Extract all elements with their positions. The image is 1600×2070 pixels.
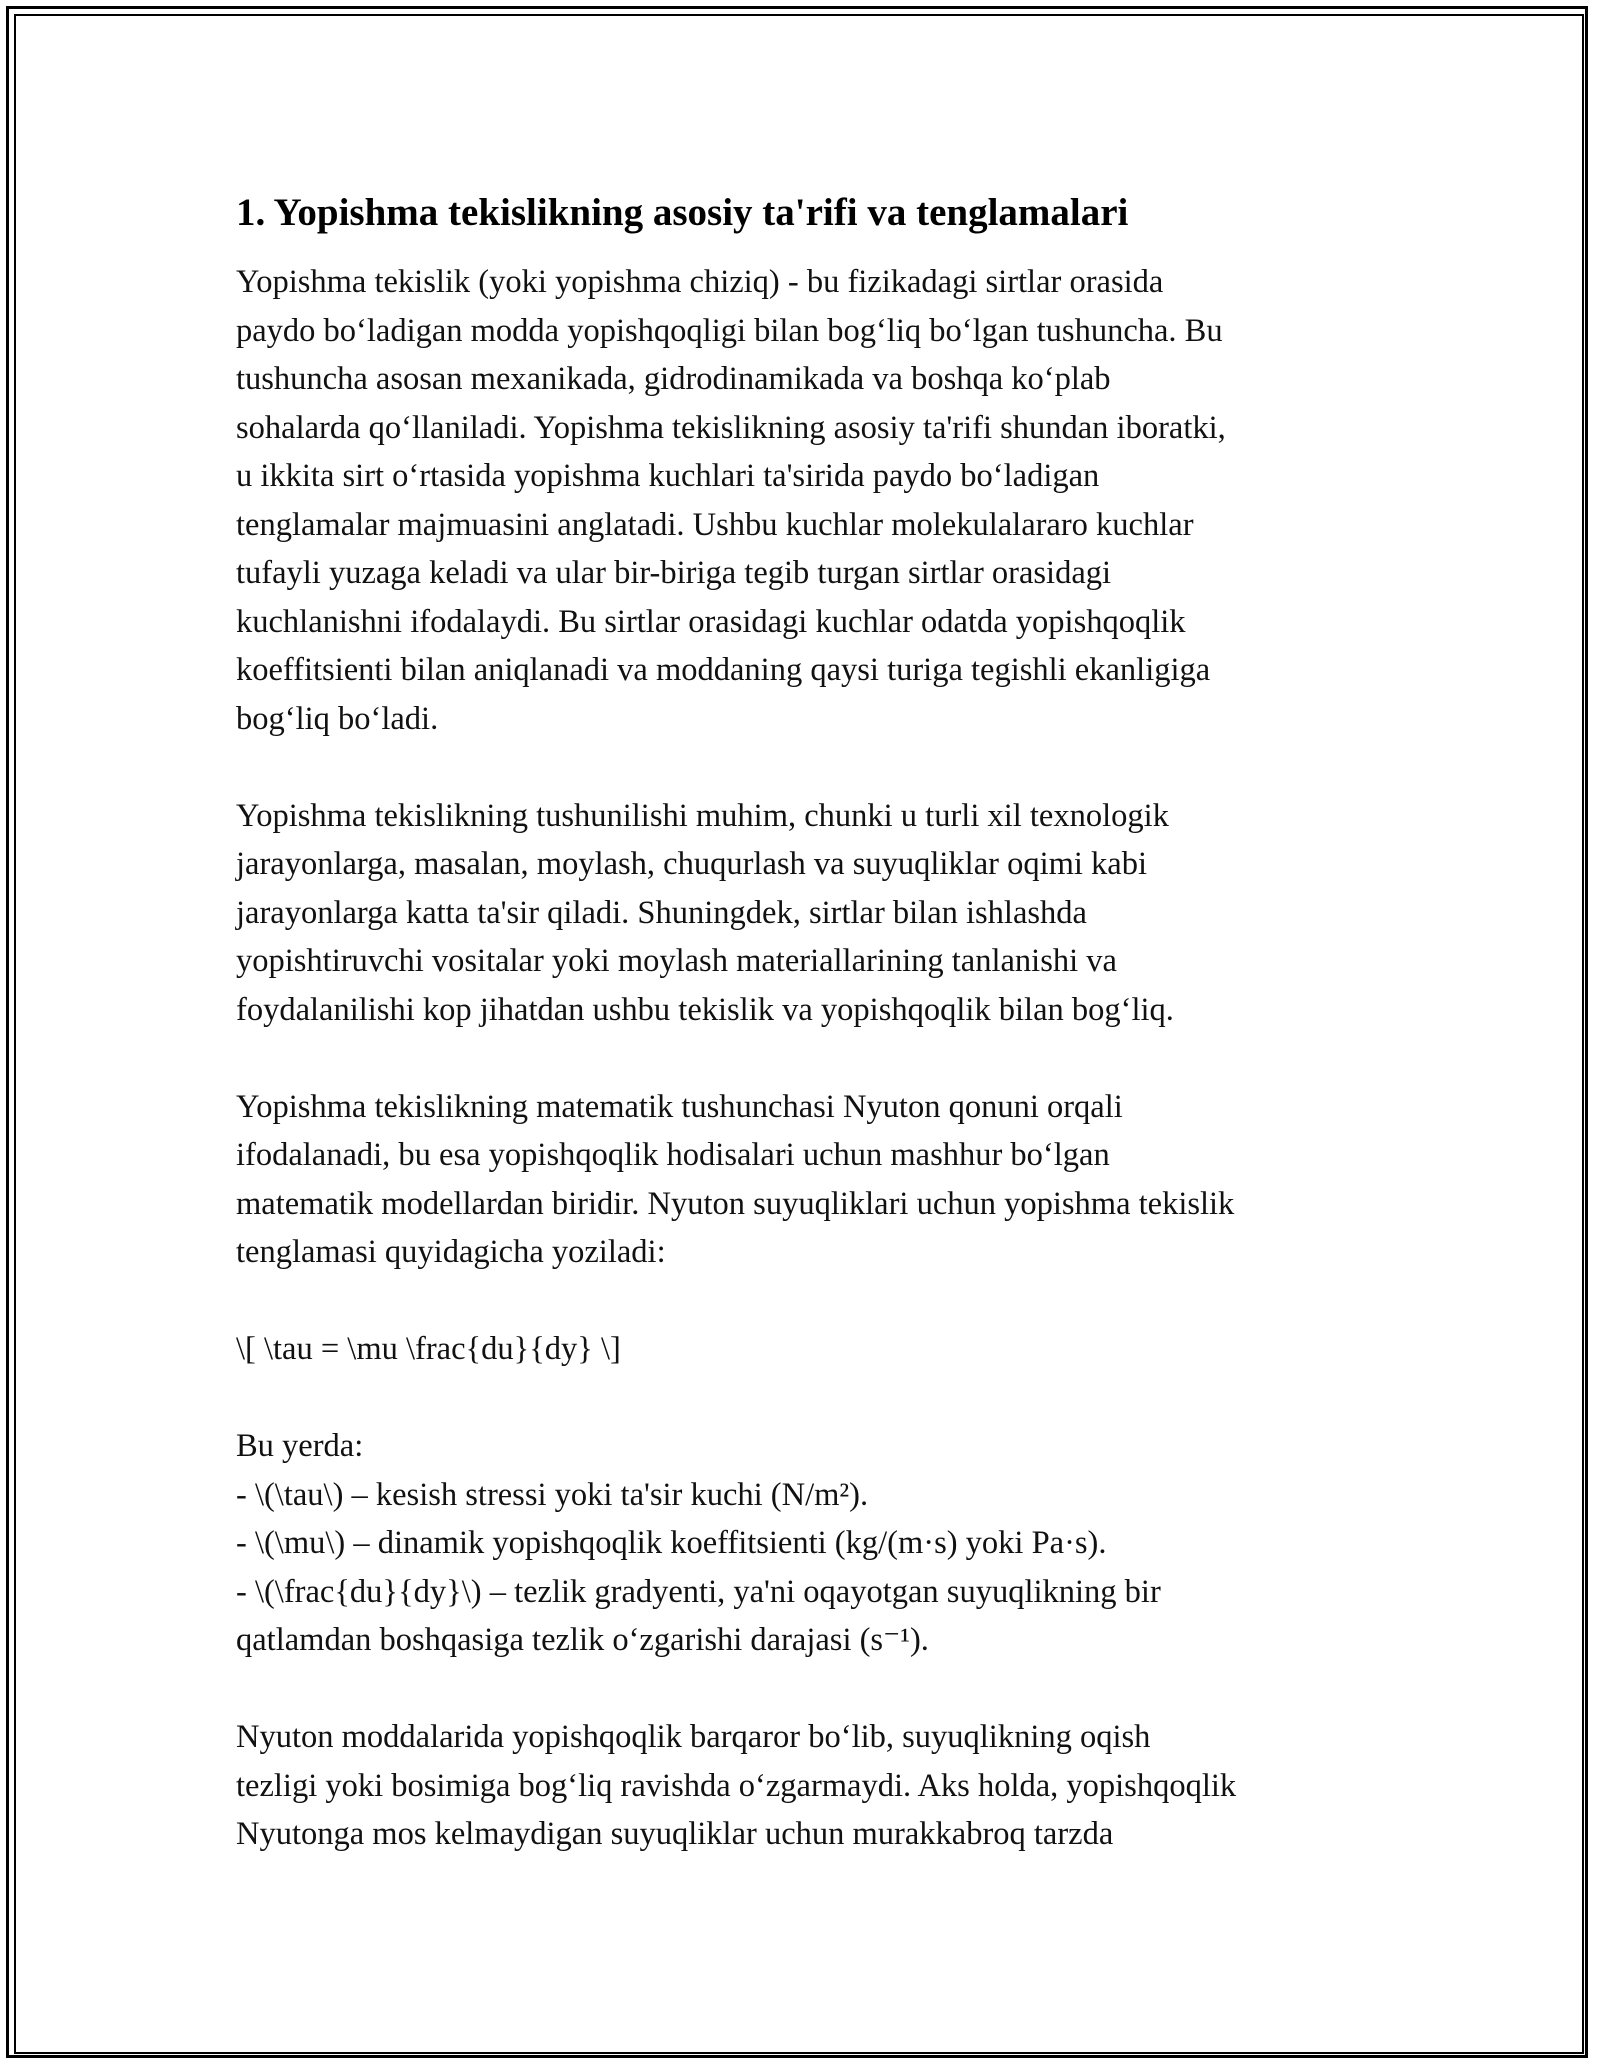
text-line: - \(\tau\) – kesish stressi yoki ta'sir kuchi (N/m²). xyxy=(236,1476,869,1513)
paragraph-newtonian xyxy=(236,1713,1376,1859)
text-line: Yopishma tekislikning tushunilishi muhim, chunki u turli xil texnologik xyxy=(236,797,1169,834)
text-line: yopishtiruvchi vositalar yoki moylash materiallarining tanlanishi va xyxy=(236,943,1117,979)
text-line: foydalanilishi kop jihatdan ushbu tekislik va yopishqoqlik bilan bog‘liq. xyxy=(236,991,1174,1028)
text-line: Yopishma tekislik (yoki yopishma chiziq) - bu fizikadagi sirtlar orasida xyxy=(236,264,1164,300)
section-heading: 1. Yopishma tekislikning asosiy ta'rifi va tenglamalari xyxy=(236,191,1129,234)
text-line: paydo bo‘ladigan modda yopishqoqligi bilan bog‘liq bo‘lgan tushuncha. Bu xyxy=(236,312,1223,349)
text-line: matematik modellardan biridir. Nyuton suyuqliklari uchun yopishma tekislik xyxy=(236,1185,1235,1222)
text-line: tufayli yuzaga keladi va ular bir-biriga tegib turgan sirtlar orasidagi xyxy=(236,555,1112,591)
paragraph-math-intro xyxy=(236,1083,1376,1277)
text-line: tenglamasi quyidagicha yoziladi: xyxy=(236,1234,666,1270)
document-body xyxy=(236,188,1376,1859)
text-line: tushuncha asosan mexanikada, gidrodinamikada va boshqa ko‘plab xyxy=(236,361,1111,397)
text-line: bog‘liq bo‘ladi. xyxy=(236,700,439,737)
variable-definitions xyxy=(236,1422,1376,1665)
text-line: ifodalanadi, bu esa yopishqoqlik hodisalari uchun mashhur bo‘lgan xyxy=(236,1137,1110,1173)
text-line: Bu yerda: xyxy=(236,1428,364,1464)
text-line: Nyuton moddalarida yopishqoqlik barqaror bo‘lib, suyuqlikning oqish xyxy=(236,1719,1151,1755)
text-line: jarayonlarga, masalan, moylash, chuqurlash va suyuqliklar oqimi kabi xyxy=(236,846,1147,882)
equation-block xyxy=(236,1325,1376,1374)
equation-text: \[ \tau = \mu \frac{du}{dy} \] xyxy=(236,1331,621,1367)
text-line: jarayonlarga katta ta'sir qiladi. Shuningdek, sirtlar bilan ishlashda xyxy=(236,894,1087,931)
text-line: Yopishma tekislikning matematik tushunchasi Nyuton qonuni orqali xyxy=(236,1088,1123,1125)
text-line: - \(\frac{du}{dy}\) – tezlik gradyenti, ya'ni oqayotgan suyuqlikning bir xyxy=(236,1573,1161,1610)
text-line: tezligi yoki bosimiga bog‘liq ravishda o‘zgarmaydi. Aks holda, yopishqoqlik xyxy=(236,1767,1237,1804)
text-line: - \(\mu\) – dinamik yopishqoqlik koeffitsienti (kg/(m·s) yoki Pa·s). xyxy=(236,1525,1107,1561)
text-line: qatlamdan boshqasiga tezlik o‘zgarishi darajasi (s⁻¹). xyxy=(236,1622,929,1658)
text-line: u ikkita sirt o‘rtasida yopishma kuchlari ta'sirida paydo bo‘ladigan xyxy=(236,458,1100,494)
paragraph-importance xyxy=(236,792,1376,1035)
text-line: kuchlanishni ifodalaydi. Bu sirtlar orasidagi kuchlar odatda yopishqoqlik xyxy=(236,603,1186,640)
text-line: tenglamalar majmuasini anglatadi. Ushbu kuchlar molekulalararo kuchlar xyxy=(236,506,1194,543)
text-line: Nyutonga mos kelmaydigan suyuqliklar uchun murakkabroq tarzda xyxy=(236,1816,1114,1852)
text-line: koeffitsienti bilan aniqlanadi va moddaning qaysi turiga tegishli ekanligiga xyxy=(236,652,1211,688)
paragraph-definition xyxy=(236,258,1376,743)
text-line: sohalarda qo‘llaniladi. Yopishma tekislikning asosiy ta'rifi shundan iboratki, xyxy=(236,409,1226,446)
